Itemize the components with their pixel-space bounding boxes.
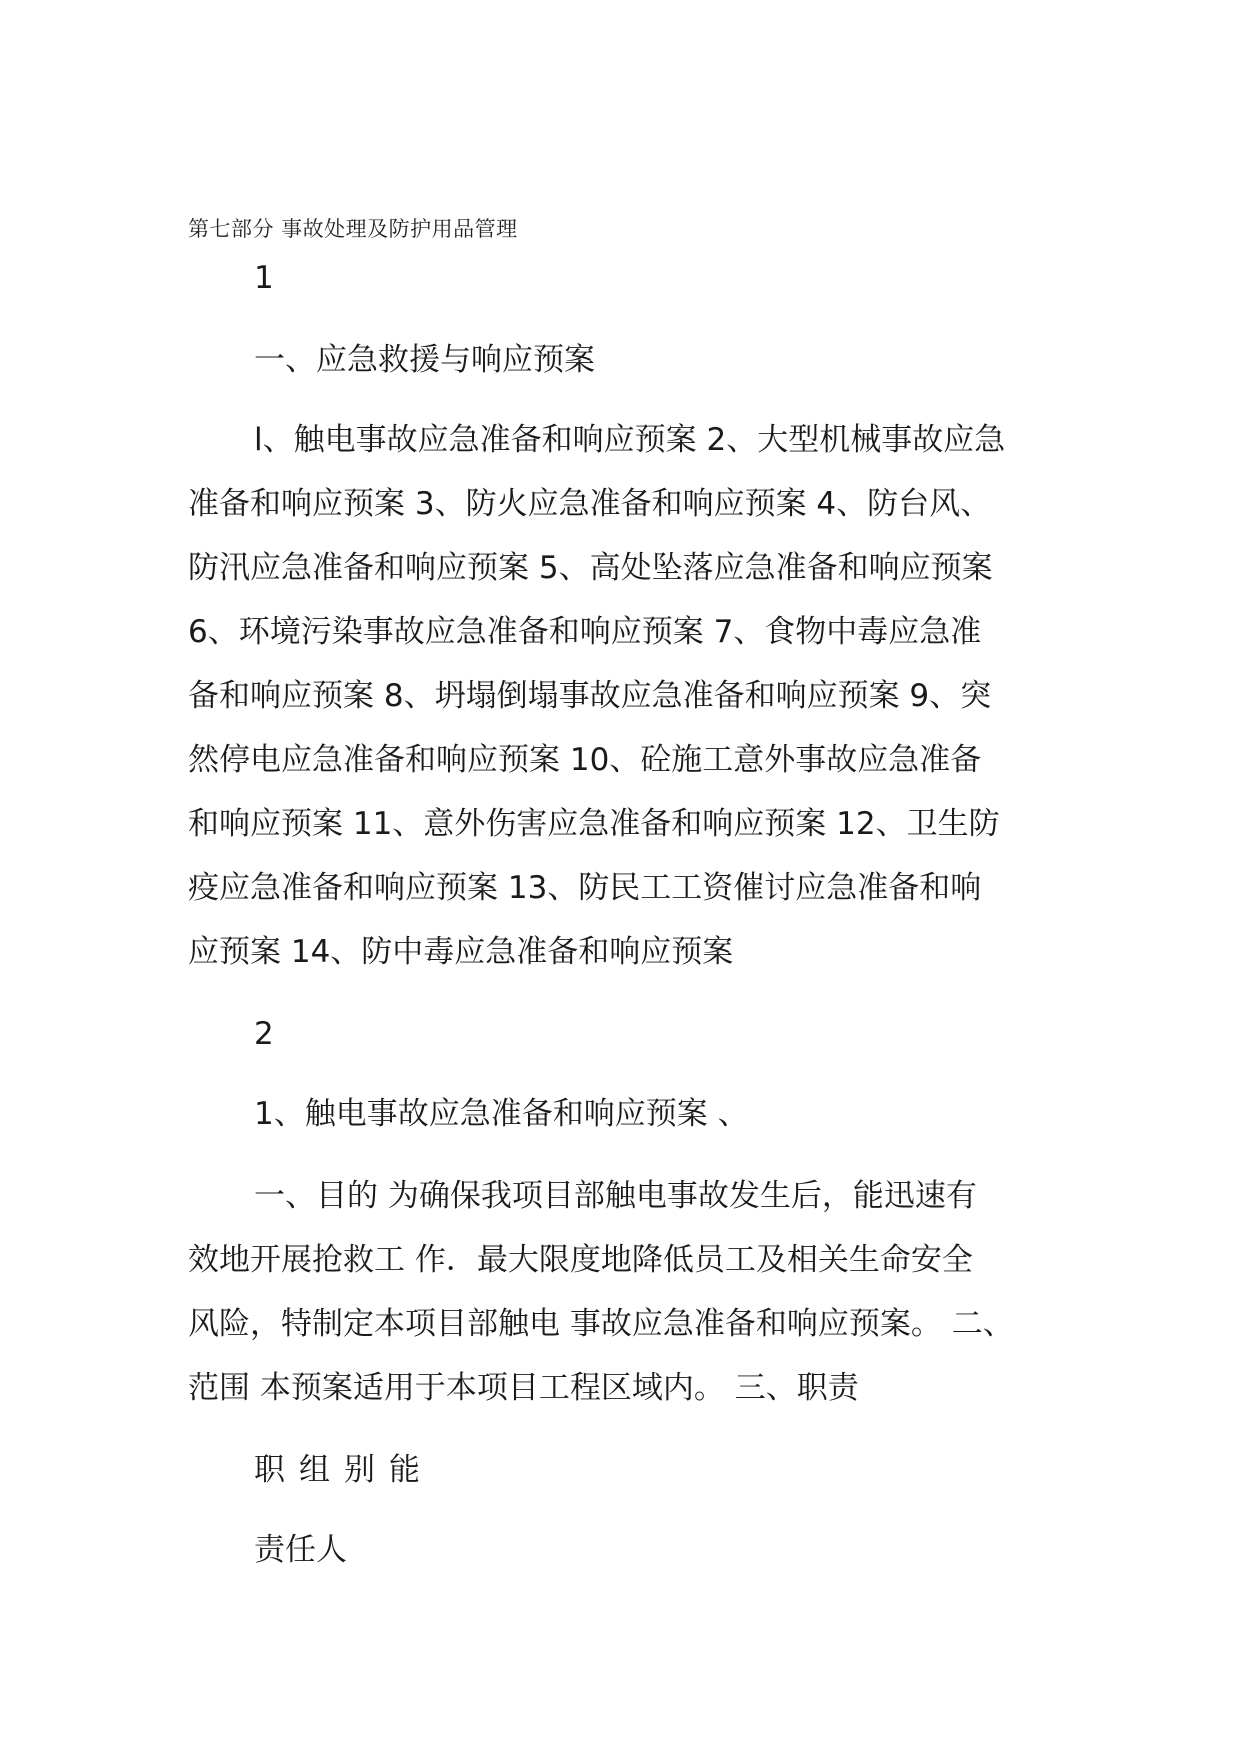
section-number-1: 1: [254, 260, 274, 296]
plan-list-line: 防汛应急准备和响应预案 5、高处坠落应急准备和响应预案: [188, 550, 993, 586]
body-line: 风险，特制定本项目部触电 事故应急准备和响应预案。 二、: [188, 1306, 1014, 1342]
page-header: 第七部分 事故处理及防护用品管理: [188, 217, 518, 241]
plan-list-line: 疫应急准备和响应预案 13、防民工工资催讨应急准备和响: [188, 870, 982, 906]
body-line: 范围 本预案适用于本项目工程区域内。 三、职责: [188, 1370, 859, 1406]
duties-table-first-column: 责任人: [254, 1532, 347, 1568]
body-line: 一、目的 为确保我项目部触电事故发生后，能迅速有: [254, 1178, 977, 1214]
plan-list-line: l、触电事故应急准备和响应预案 2、大型机械事故应急: [254, 422, 1006, 458]
plan-list-line: 准备和响应预案 3、防火应急准备和响应预案 4、防台风、: [188, 486, 992, 522]
plan-list-line: 然停电应急准备和响应预案 10、砼施工意外事故应急准备: [188, 742, 982, 778]
plan-list-line: 应预案 14、防中毒应急准备和响应预案: [188, 934, 734, 970]
plan-list-line: 和响应预案 11、意外伤害应急准备和响应预案 12、卫生防: [188, 806, 1000, 842]
plan-list-line: 6、环境污染事故应急准备和响应预案 7、食物中毒应急准: [188, 614, 982, 650]
section-title-emergency-plans: 一、应急救援与响应预案: [254, 342, 595, 378]
plan-list-line: 备和响应预案 8、坍塌倒塌事故应急准备和响应预案 9、突: [188, 678, 992, 714]
section-title-electric-shock: 1、触电事故应急准备和响应预案 、: [254, 1096, 749, 1132]
body-line: 效地开展抢救工 作．最大限度地降低员工及相关生命安全: [188, 1242, 973, 1278]
section-number-2: 2: [254, 1016, 274, 1052]
duties-table-header: 职组别能: [254, 1452, 434, 1488]
